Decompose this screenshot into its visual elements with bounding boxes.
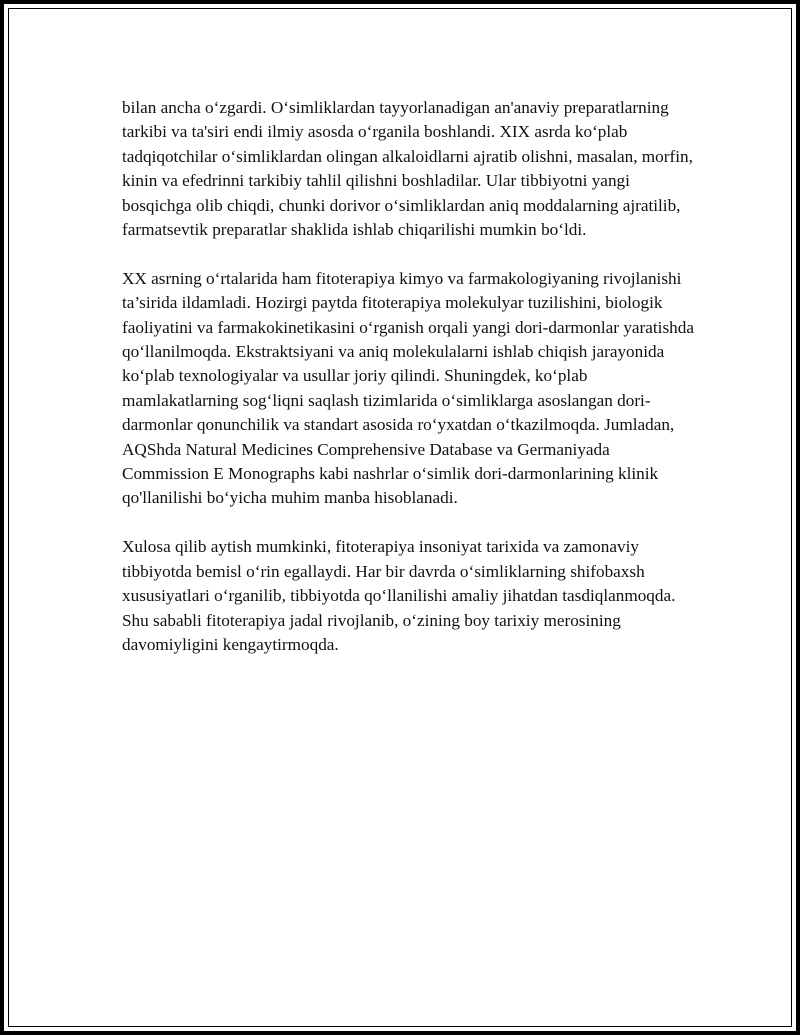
paragraph-conclusion: Xulosa qilib aytish mumkinki, fitoterapiya insoniyat tarixida va zamonaviy tibbiyotda bemisl o‘rin egallaydi. Har bir davrda o‘simliklarning shifobaxsh xususiyatlari o‘rganilib, tibbiyotda qo‘llanilishi amaliy jihatdan tasdiqlanmoqda. Shu sababli fitoterapiya jadal rivojlanib, o‘zining boy tarixiy merosining davomiyligini kengaytirmoqda. bbox=[122, 537, 676, 654]
paragraph-alkaloids: bilan ancha o‘zgardi. O‘simliklardan tayyorlanadigan an'anaviy preparatlarning tarkibi va ta'siri endi ilmiy asosda o‘rganila boshlandi. XIX asrda ko‘plab tadqiqotchilar o‘simliklardan olingan alkaloidlarni ajratib olishni, masalan, morfin, kinin va efedrinni tarkibiy tahlil qilishni boshladilar. Ular tibbiyotni yangi bosqichga olib chiqdi, chunki dorivor o‘simliklardan aniq moddalarning ajratilib, farmatsevtik preparatlar shaklida ishlab chiqarilishi mumkin bo‘ldi. bbox=[122, 98, 693, 240]
paragraph-twentieth-century: XX asrning o‘rtalarida ham fitoterapiya kimyo va farmakologiyaning rivojlanishi ta’sirida ildamladi. Hozirgi paytda fitoterapiya molekulyar tuzilishini, biologik faoliyatini va farmakokinetikasini o‘rganish orqali yangi dori-darmonlar yaratishda qo‘llanilmoqda. Ekstraktsiyani va aniq molekulalarni ishlab chiqish jarayonida ko‘plab texnologiyalar va usullar joriy qilindi. Shuningdek, ko‘plab mamlakatlarning sog‘liqni saqlash tizimlarida o‘simliklarga asoslangan dori-darmonlar qonunchilik va standart asosida ro‘yxatdan o‘tkazilmoqda. Jumladan, AQShda Natural Medicines Comprehensive Database va Germaniyada Commission E Monographs kabi nashrlar o‘simlik dori-darmonlarining klinik qo'llanilishi bo‘yicha muhim manba hisoblanadi. bbox=[122, 268, 694, 508]
document-body bbox=[122, 96, 697, 682]
